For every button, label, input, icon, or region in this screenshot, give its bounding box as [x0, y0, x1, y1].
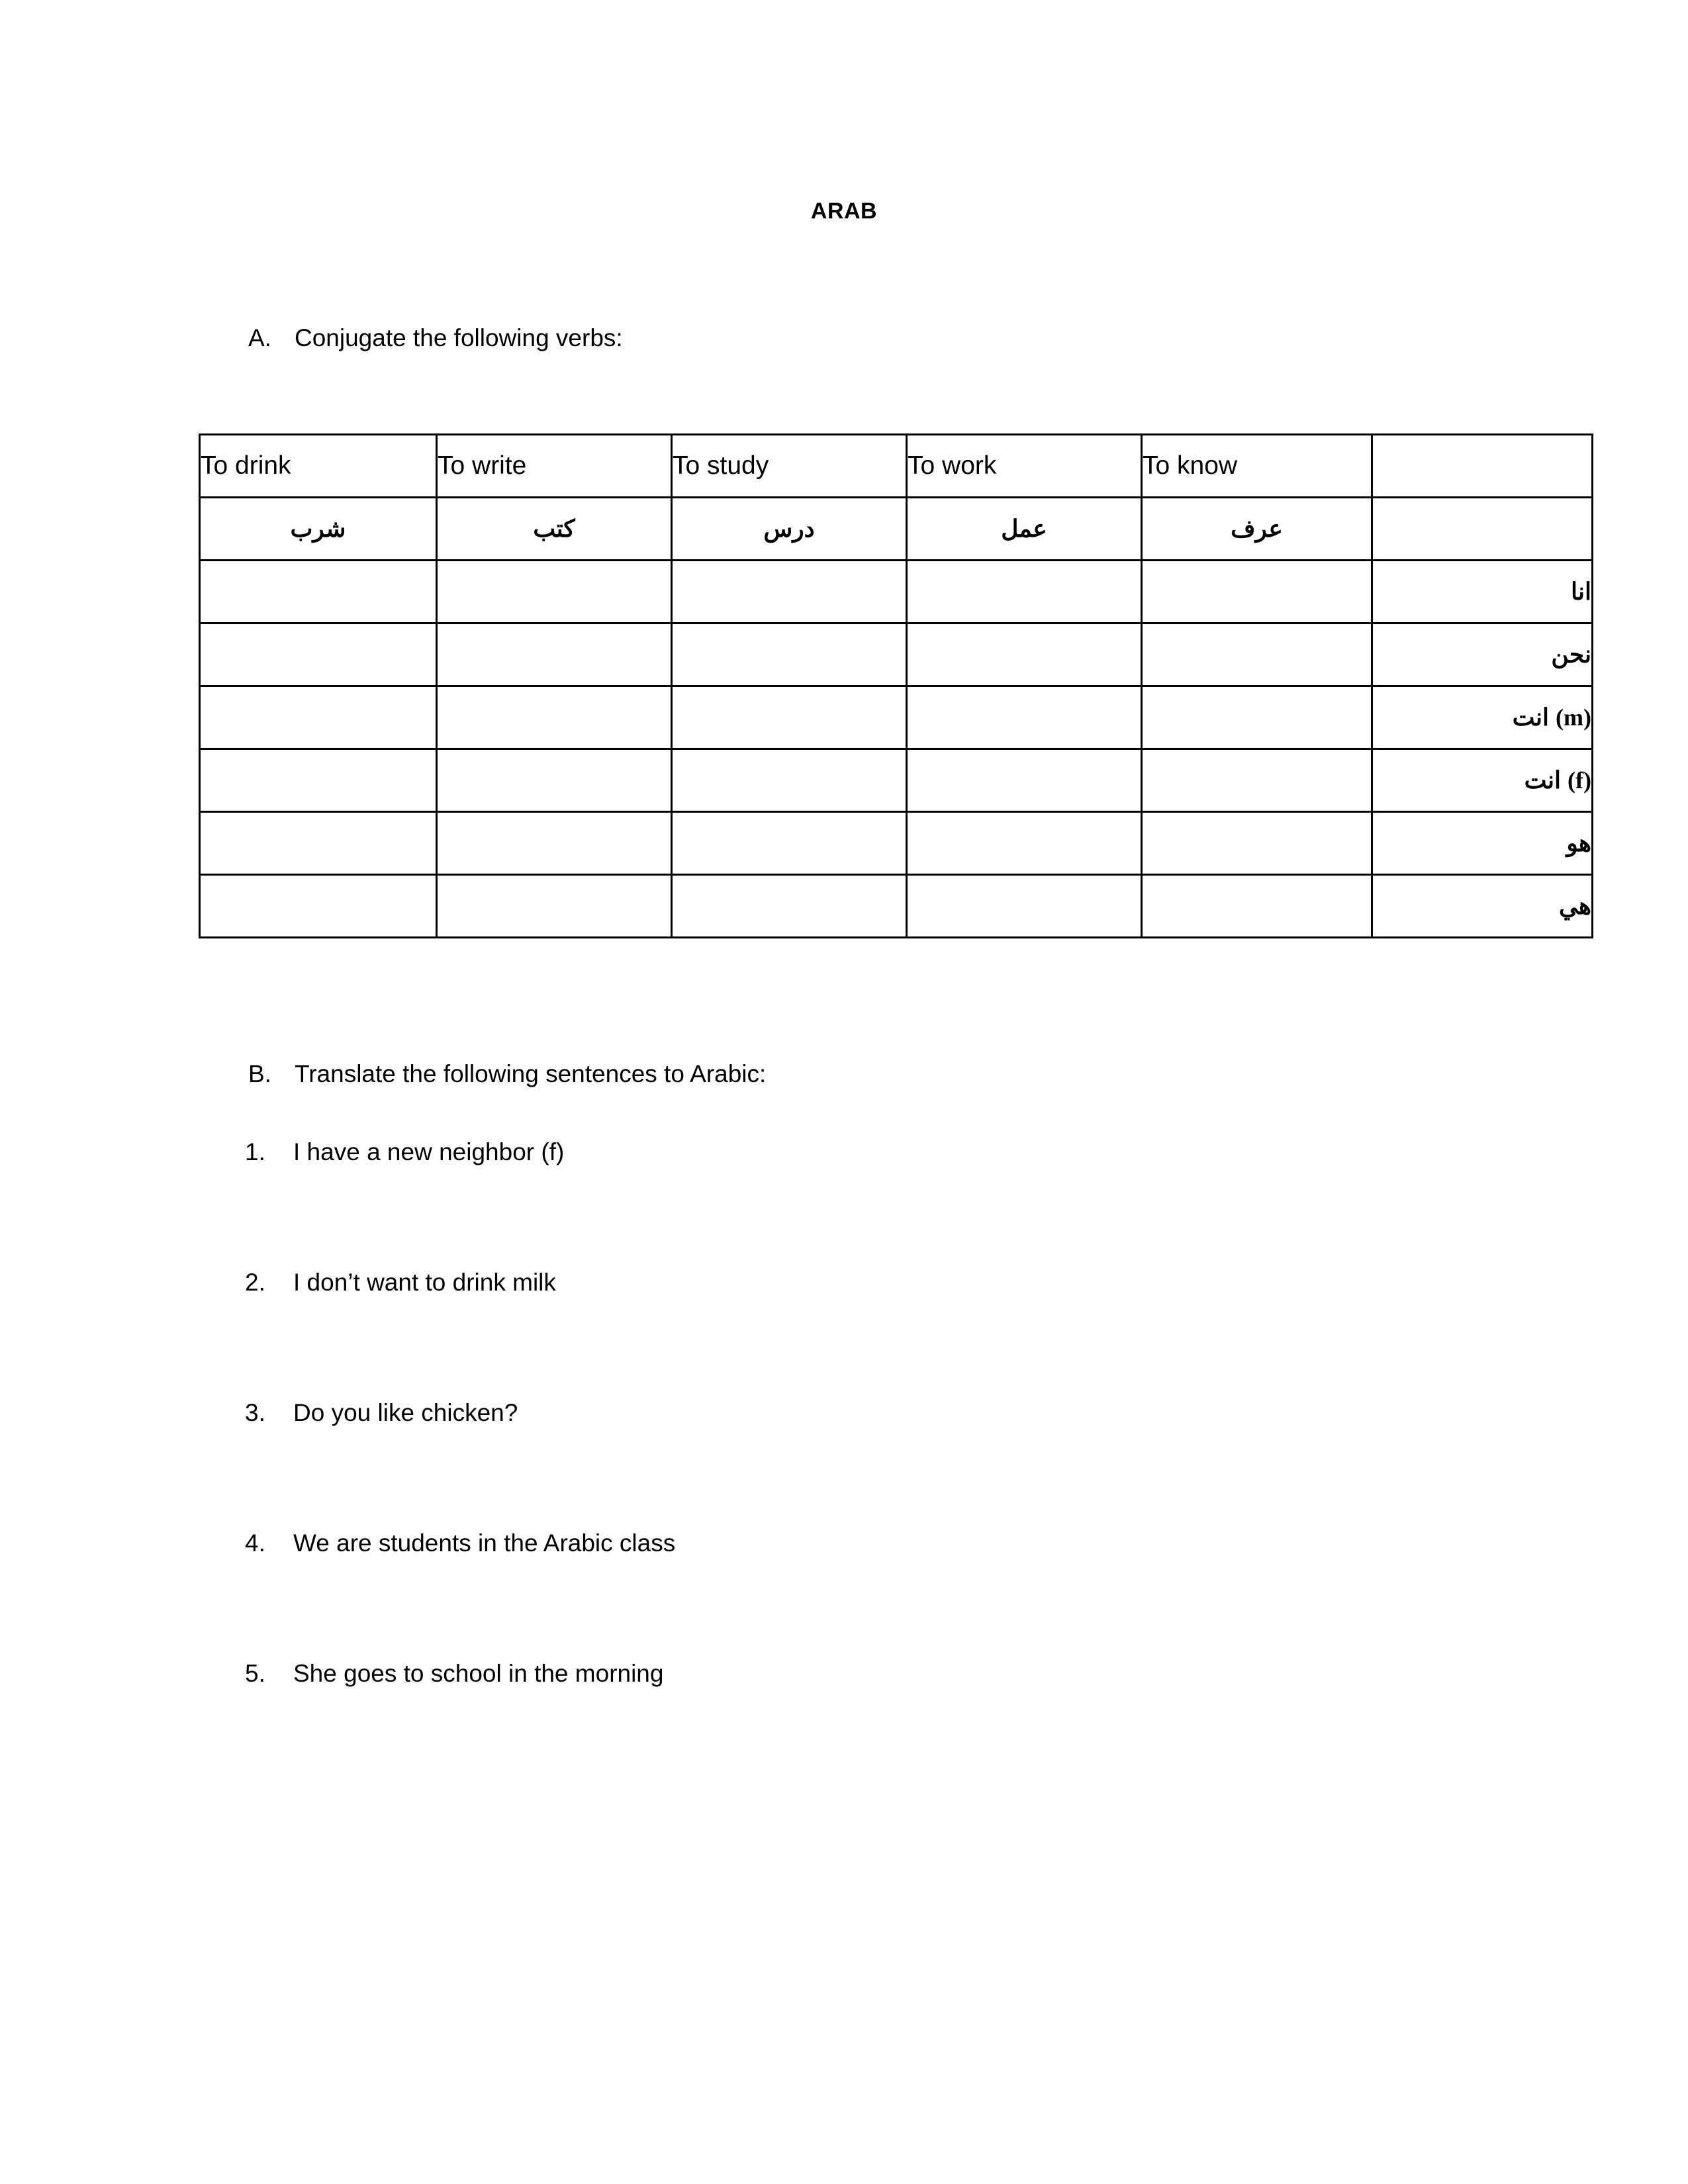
corner-header-cell	[1372, 435, 1593, 498]
pronoun-cell	[1372, 623, 1593, 686]
verb-arabic-cell: كتب	[437, 498, 672, 561]
pronoun-arabic: انت	[1512, 704, 1549, 731]
verb-header-cell: To work	[907, 435, 1142, 498]
question-number: 3.	[245, 1399, 265, 1426]
table-row	[200, 623, 1593, 686]
page-title: ARAB	[810, 199, 878, 224]
answer-cell[interactable]	[437, 749, 672, 812]
pronoun-arabic: نحن	[1551, 641, 1591, 668]
answer-cell[interactable]	[437, 623, 672, 686]
table-row	[200, 686, 1593, 749]
answer-cell[interactable]	[437, 686, 672, 749]
answer-cell[interactable]	[200, 686, 437, 749]
answer-cell[interactable]	[672, 623, 907, 686]
pronoun-latin: (m)	[1556, 704, 1591, 731]
answer-cell[interactable]	[437, 561, 672, 623]
answer-cell[interactable]	[200, 875, 437, 938]
section-a-marker: A.	[248, 324, 271, 351]
pronoun-cell	[1372, 875, 1593, 938]
verb-arabic-cell: شرب	[200, 498, 437, 561]
pronoun-arabic: انت	[1524, 766, 1561, 794]
question-text: I don’t want to drink milk	[293, 1269, 556, 1296]
translation-question-list	[245, 1138, 1436, 1790]
list-item	[245, 1138, 1436, 1269]
verb-arabic-cell: درس	[672, 498, 907, 561]
section-a-instruction-text: Conjugate the following verbs:	[295, 324, 623, 351]
answer-cell[interactable]	[672, 749, 907, 812]
verb-header-cell: To write	[437, 435, 672, 498]
list-item	[245, 1660, 1436, 1790]
answer-cell[interactable]	[907, 686, 1142, 749]
corner-arabic-cell	[1372, 498, 1593, 561]
table-row	[200, 812, 1593, 875]
section-b-instruction	[248, 1060, 766, 1088]
answer-cell[interactable]	[907, 749, 1142, 812]
pronoun-latin: (f)	[1568, 767, 1591, 794]
pronoun-cell	[1372, 749, 1593, 812]
table-row	[200, 875, 1593, 938]
question-number: 4.	[245, 1529, 265, 1557]
question-number: 1.	[245, 1138, 265, 1165]
answer-cell[interactable]	[200, 749, 437, 812]
answer-cell[interactable]	[672, 875, 907, 938]
answer-cell[interactable]	[672, 561, 907, 623]
answer-cell[interactable]	[1142, 875, 1372, 938]
answer-cell[interactable]	[200, 812, 437, 875]
verb-header-cell: To study	[672, 435, 907, 498]
answer-cell[interactable]	[907, 875, 1142, 938]
question-text: We are students in the Arabic class	[293, 1529, 676, 1557]
table-row-english-headers	[200, 435, 1593, 498]
question-number: 5.	[245, 1660, 265, 1687]
pronoun-arabic: هو	[1566, 829, 1591, 856]
table-row-arabic-headers	[200, 498, 1593, 561]
answer-cell[interactable]	[1142, 812, 1372, 875]
answer-cell[interactable]	[907, 561, 1142, 623]
answer-cell[interactable]	[672, 812, 907, 875]
verb-header-cell: To know	[1142, 435, 1372, 498]
answer-cell[interactable]	[437, 875, 672, 938]
table-row	[200, 749, 1593, 812]
pronoun-cell	[1372, 686, 1593, 749]
section-a-instruction	[248, 324, 623, 352]
section-b-instruction-text: Translate the following sentences to Arabic:	[295, 1060, 767, 1087]
verb-arabic-cell: عمل	[907, 498, 1142, 561]
list-item	[245, 1399, 1436, 1529]
pronoun-arabic: انا	[1571, 578, 1591, 605]
question-text: She goes to school in the morning	[293, 1660, 664, 1687]
verb-arabic-cell: عرف	[1142, 498, 1372, 561]
answer-cell[interactable]	[437, 812, 672, 875]
answer-cell[interactable]	[1142, 686, 1372, 749]
answer-cell[interactable]	[907, 623, 1142, 686]
answer-cell[interactable]	[672, 686, 907, 749]
answer-cell[interactable]	[200, 561, 437, 623]
answer-cell[interactable]	[1142, 623, 1372, 686]
verb-header-cell: To drink	[200, 435, 437, 498]
table-row	[200, 561, 1593, 623]
answer-cell[interactable]	[907, 812, 1142, 875]
section-b-marker: B.	[248, 1060, 271, 1087]
answer-cell[interactable]	[1142, 561, 1372, 623]
question-text: Do you like chicken?	[293, 1399, 518, 1426]
answer-cell[interactable]	[200, 623, 437, 686]
list-item	[245, 1529, 1436, 1660]
conjugation-table	[199, 433, 1593, 938]
pronoun-arabic: هي	[1559, 892, 1591, 919]
pronoun-cell	[1372, 561, 1593, 623]
answer-cell[interactable]	[1142, 749, 1372, 812]
pronoun-cell	[1372, 812, 1593, 875]
list-item	[245, 1269, 1436, 1399]
question-number: 2.	[245, 1269, 265, 1296]
question-text: I have a new neighbor (f)	[293, 1138, 565, 1165]
